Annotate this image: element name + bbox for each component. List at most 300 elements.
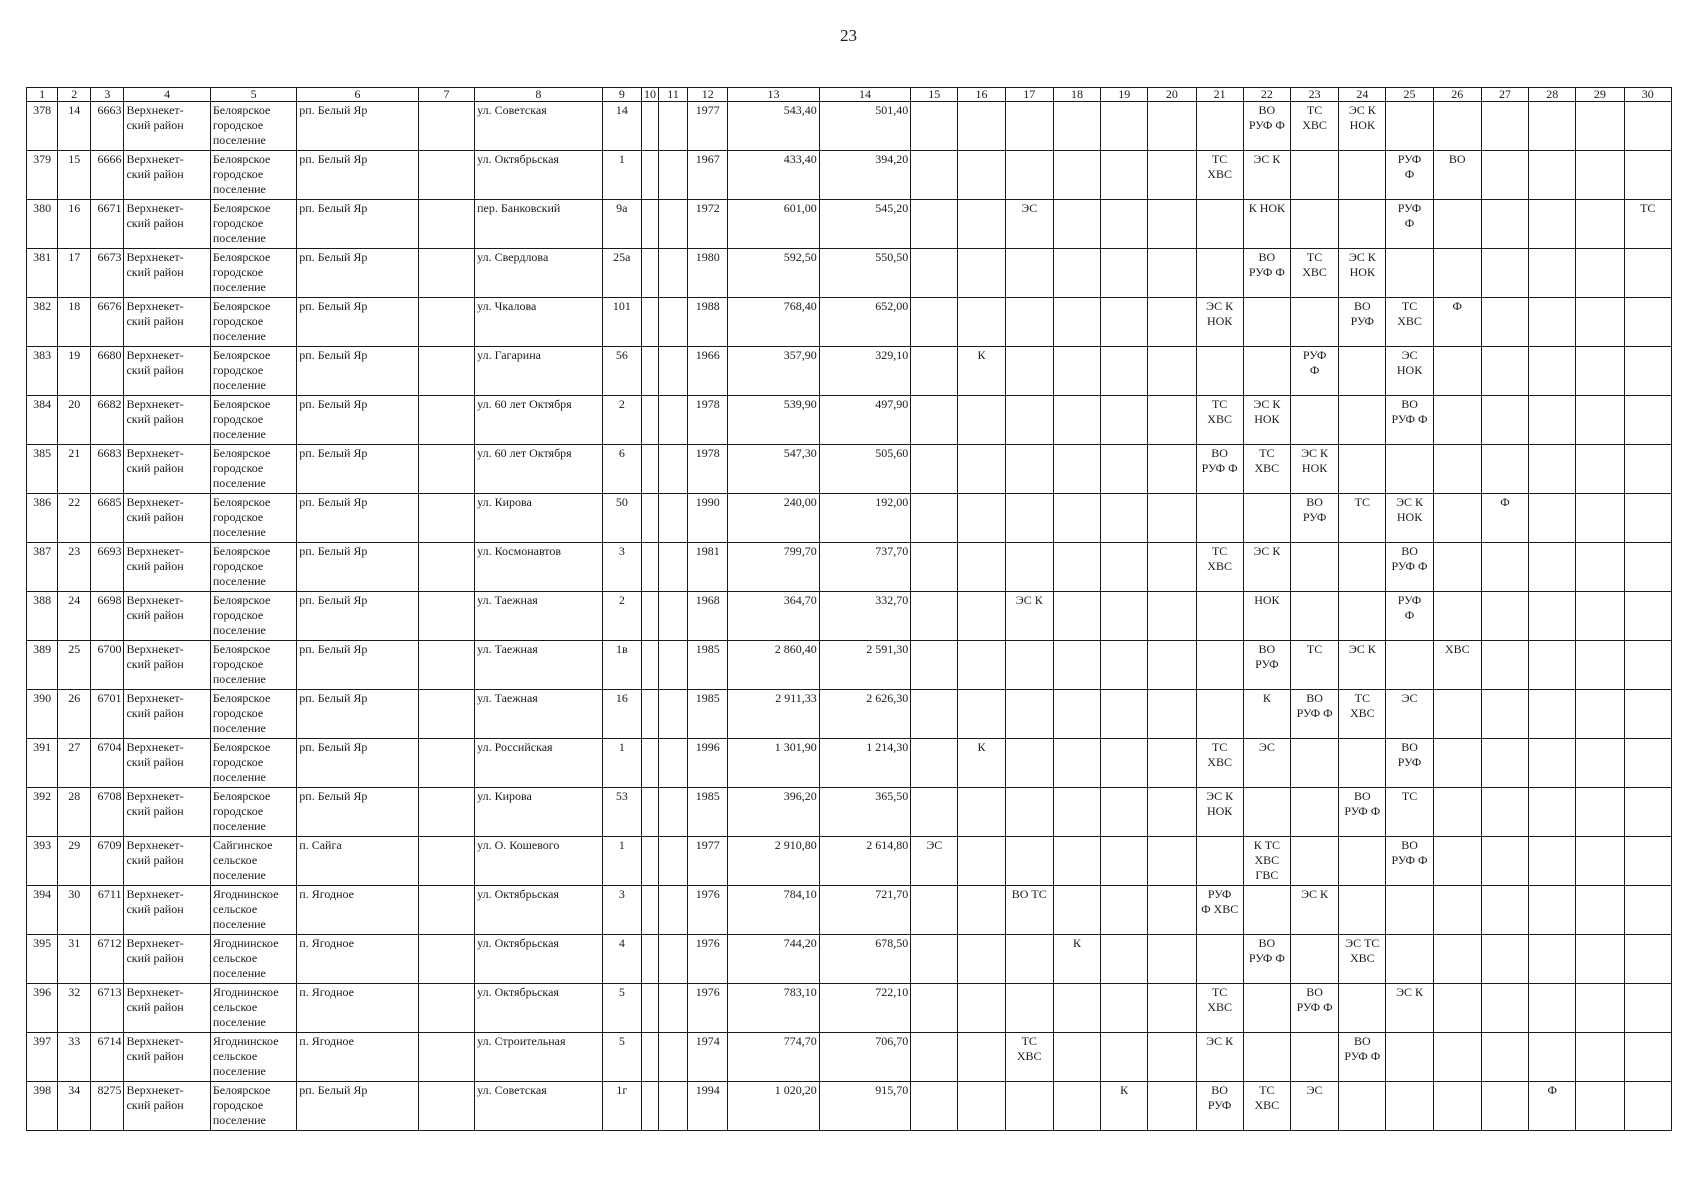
cell-col-7 (418, 788, 474, 837)
cell-col-15 (911, 200, 958, 249)
cell-col-5: Белоярское городское поселение (210, 494, 296, 543)
cell-col-26: Ф (1433, 298, 1481, 347)
table-row (27, 151, 1672, 200)
cell-col-15 (911, 396, 958, 445)
cell-col-2: 15 (58, 151, 91, 200)
cell-col-11 (658, 102, 687, 151)
cell-col-16 (958, 445, 1005, 494)
cell-col-23 (1290, 739, 1338, 788)
cell-col-25: ВО РУФ Ф (1386, 396, 1433, 445)
cell-col-20 (1148, 739, 1196, 788)
cell-col-8: ул. Октябрьская (475, 984, 603, 1033)
cell-col-29 (1576, 739, 1624, 788)
cell-col-12: 1976 (688, 984, 728, 1033)
cell-col-7 (418, 396, 474, 445)
cell-col-21: ЭС К НОК (1196, 298, 1243, 347)
cell-col-10 (641, 347, 658, 396)
cell-col-14: 501,40 (819, 102, 910, 151)
cell-col-1: 393 (27, 837, 58, 886)
cell-col-17 (1005, 984, 1053, 1033)
cell-col-10 (641, 886, 658, 935)
cell-col-4: Верхнекет- ский район (124, 249, 210, 298)
table-row (27, 1082, 1672, 1131)
cell-col-14: 721,70 (819, 886, 910, 935)
cell-col-5: Белоярское городское поселение (210, 543, 296, 592)
cell-col-20 (1148, 543, 1196, 592)
cell-col-17 (1005, 347, 1053, 396)
cell-col-21 (1196, 641, 1243, 690)
cell-col-30 (1624, 984, 1671, 1033)
column-header-24: 24 (1339, 88, 1386, 102)
cell-col-12: 1974 (688, 1033, 728, 1082)
cell-col-8: ул. Советская (475, 102, 603, 151)
cell-col-24: ТС (1339, 494, 1386, 543)
cell-col-14: 737,70 (819, 543, 910, 592)
cell-col-16 (958, 641, 1005, 690)
cell-col-5: Белоярское городское поселение (210, 347, 296, 396)
cell-col-21: ВО РУФ (1196, 1082, 1243, 1131)
cell-col-5: Белоярское городское поселение (210, 788, 296, 837)
cell-col-22: ВО РУФ Ф (1243, 935, 1290, 984)
cell-col-17 (1005, 1082, 1053, 1131)
cell-col-8: ул. Кирова (475, 788, 603, 837)
cell-col-19 (1101, 249, 1148, 298)
cell-col-16 (958, 690, 1005, 739)
cell-col-4: Верхнекет- ский район (124, 298, 210, 347)
cell-col-18 (1053, 788, 1100, 837)
cell-col-30 (1624, 298, 1671, 347)
cell-col-21 (1196, 249, 1243, 298)
cell-col-22: ЭС К (1243, 543, 1290, 592)
column-header-17: 17 (1005, 88, 1053, 102)
cell-col-4: Верхнекет- ский район (124, 102, 210, 151)
cell-col-10 (641, 102, 658, 151)
cell-col-25: ТС (1386, 788, 1433, 837)
cell-col-4: Верхнекет- ский район (124, 690, 210, 739)
cell-col-7 (418, 690, 474, 739)
cell-col-29 (1576, 886, 1624, 935)
cell-col-8: ул. Гагарина (475, 347, 603, 396)
cell-col-29 (1576, 347, 1624, 396)
cell-col-30 (1624, 494, 1671, 543)
cell-col-23: ТС (1290, 641, 1338, 690)
cell-col-14: 550,50 (819, 249, 910, 298)
cell-col-7 (418, 543, 474, 592)
cell-col-13: 2 910,80 (728, 837, 819, 886)
cell-col-4: Верхнекет- ский район (124, 788, 210, 837)
cell-col-15 (911, 543, 958, 592)
cell-col-10 (641, 935, 658, 984)
cell-col-28: Ф (1529, 1082, 1576, 1131)
cell-col-27 (1481, 1082, 1528, 1131)
cell-col-24 (1339, 739, 1386, 788)
cell-col-1: 398 (27, 1082, 58, 1131)
column-header-30: 30 (1624, 88, 1671, 102)
cell-col-25 (1386, 641, 1433, 690)
cell-col-19 (1101, 445, 1148, 494)
cell-col-14: 365,50 (819, 788, 910, 837)
cell-col-23 (1290, 151, 1338, 200)
column-number-row (27, 88, 1672, 102)
cell-col-24 (1339, 837, 1386, 886)
cell-col-12: 1985 (688, 788, 728, 837)
cell-col-23: РУФ Ф (1290, 347, 1338, 396)
cell-col-7 (418, 592, 474, 641)
cell-col-4: Верхнекет- ский район (124, 151, 210, 200)
cell-col-29 (1576, 249, 1624, 298)
cell-col-8: ул. 60 лет Октября (475, 396, 603, 445)
cell-col-2: 22 (58, 494, 91, 543)
cell-col-8: ул. Российская (475, 739, 603, 788)
cell-col-1: 397 (27, 1033, 58, 1082)
cell-col-4: Верхнекет- ский район (124, 935, 210, 984)
cell-col-20 (1148, 886, 1196, 935)
cell-col-29 (1576, 788, 1624, 837)
cell-col-13: 539,90 (728, 396, 819, 445)
column-header-1: 1 (27, 88, 58, 102)
cell-col-26 (1433, 592, 1481, 641)
cell-col-19 (1101, 984, 1148, 1033)
cell-col-8: ул. Чкалова (475, 298, 603, 347)
cell-col-13: 784,10 (728, 886, 819, 935)
cell-col-2: 33 (58, 1033, 91, 1082)
cell-col-24: ЭС К НОК (1339, 102, 1386, 151)
cell-col-25 (1386, 102, 1433, 151)
cell-col-30 (1624, 739, 1671, 788)
cell-col-28 (1529, 690, 1576, 739)
cell-col-10 (641, 1082, 658, 1131)
cell-col-12: 1966 (688, 347, 728, 396)
cell-col-19 (1101, 739, 1148, 788)
table-row (27, 886, 1672, 935)
cell-col-7 (418, 200, 474, 249)
cell-col-14: 706,70 (819, 1033, 910, 1082)
cell-col-1: 388 (27, 592, 58, 641)
cell-col-2: 14 (58, 102, 91, 151)
cell-col-22: ЭС К НОК (1243, 396, 1290, 445)
cell-col-15 (911, 739, 958, 788)
cell-col-27 (1481, 837, 1528, 886)
cell-col-1: 392 (27, 788, 58, 837)
cell-col-8: ул. Таежная (475, 592, 603, 641)
cell-col-14: 394,20 (819, 151, 910, 200)
cell-col-21: ВО РУФ Ф (1196, 445, 1243, 494)
cell-col-14: 1 214,30 (819, 739, 910, 788)
cell-col-9: 25а (602, 249, 641, 298)
cell-col-10 (641, 739, 658, 788)
cell-col-12: 1972 (688, 200, 728, 249)
cell-col-19 (1101, 102, 1148, 151)
cell-col-22: НОК (1243, 592, 1290, 641)
table-row (27, 984, 1672, 1033)
column-header-15: 15 (911, 88, 958, 102)
cell-col-4: Верхнекет- ский район (124, 592, 210, 641)
cell-col-21 (1196, 200, 1243, 249)
cell-col-9: 3 (602, 543, 641, 592)
cell-col-29 (1576, 690, 1624, 739)
cell-col-4: Верхнекет- ский район (124, 200, 210, 249)
cell-col-18 (1053, 837, 1100, 886)
cell-col-29 (1576, 445, 1624, 494)
cell-col-15 (911, 886, 958, 935)
cell-col-16 (958, 543, 1005, 592)
cell-col-22: ВО РУФ (1243, 641, 1290, 690)
cell-col-23: ЭС К (1290, 886, 1338, 935)
cell-col-9: 1 (602, 739, 641, 788)
cell-col-28 (1529, 347, 1576, 396)
cell-col-12: 1978 (688, 396, 728, 445)
cell-col-11 (658, 396, 687, 445)
cell-col-9: 53 (602, 788, 641, 837)
cell-col-19: К (1101, 1082, 1148, 1131)
cell-col-28 (1529, 249, 1576, 298)
cell-col-3: 6673 (91, 249, 124, 298)
cell-col-12: 1988 (688, 298, 728, 347)
column-header-27: 27 (1481, 88, 1528, 102)
cell-col-23 (1290, 837, 1338, 886)
cell-col-30 (1624, 592, 1671, 641)
cell-col-2: 30 (58, 886, 91, 935)
cell-col-22: ЭС (1243, 739, 1290, 788)
housing-register-table (26, 87, 1672, 1131)
cell-col-9: 1 (602, 837, 641, 886)
cell-col-10 (641, 837, 658, 886)
cell-col-6: п. Ягодное (297, 935, 419, 984)
cell-col-9: 2 (602, 396, 641, 445)
cell-col-16 (958, 935, 1005, 984)
cell-col-28 (1529, 1033, 1576, 1082)
cell-col-25: ЭС НОК (1386, 347, 1433, 396)
cell-col-27 (1481, 935, 1528, 984)
cell-col-25: ТС ХВС (1386, 298, 1433, 347)
cell-col-2: 27 (58, 739, 91, 788)
cell-col-13: 1 020,20 (728, 1082, 819, 1131)
cell-col-16 (958, 151, 1005, 200)
cell-col-7 (418, 249, 474, 298)
cell-col-1: 386 (27, 494, 58, 543)
cell-col-11 (658, 739, 687, 788)
column-header-9: 9 (602, 88, 641, 102)
cell-col-12: 1990 (688, 494, 728, 543)
cell-col-5: Белоярское городское поселение (210, 249, 296, 298)
cell-col-1: 390 (27, 690, 58, 739)
cell-col-3: 6712 (91, 935, 124, 984)
cell-col-2: 21 (58, 445, 91, 494)
cell-col-6: рп. Белый Яр (297, 445, 419, 494)
cell-col-16 (958, 984, 1005, 1033)
cell-col-20 (1148, 788, 1196, 837)
cell-col-2: 19 (58, 347, 91, 396)
cell-col-18 (1053, 886, 1100, 935)
cell-col-27: Ф (1481, 494, 1528, 543)
cell-col-16: К (958, 347, 1005, 396)
cell-col-5: Сайгинское сельское поселение (210, 837, 296, 886)
table-row (27, 494, 1672, 543)
cell-col-6: рп. Белый Яр (297, 298, 419, 347)
cell-col-8: ул. Таежная (475, 690, 603, 739)
cell-col-20 (1148, 592, 1196, 641)
cell-col-25 (1386, 1082, 1433, 1131)
column-header-8: 8 (475, 88, 603, 102)
cell-col-17 (1005, 935, 1053, 984)
cell-col-30 (1624, 347, 1671, 396)
cell-col-23 (1290, 543, 1338, 592)
cell-col-4: Верхнекет- ский район (124, 641, 210, 690)
cell-col-12: 1985 (688, 690, 728, 739)
cell-col-28 (1529, 102, 1576, 151)
cell-col-28 (1529, 984, 1576, 1033)
cell-col-1: 380 (27, 200, 58, 249)
cell-col-2: 25 (58, 641, 91, 690)
cell-col-8: ул. Октябрьская (475, 151, 603, 200)
cell-col-2: 31 (58, 935, 91, 984)
table-row (27, 102, 1672, 151)
cell-col-14: 722,10 (819, 984, 910, 1033)
cell-col-20 (1148, 445, 1196, 494)
cell-col-4: Верхнекет- ский район (124, 886, 210, 935)
cell-col-18 (1053, 298, 1100, 347)
cell-col-7 (418, 739, 474, 788)
cell-col-7 (418, 984, 474, 1033)
cell-col-6: рп. Белый Яр (297, 396, 419, 445)
cell-col-21: РУФ Ф ХВС (1196, 886, 1243, 935)
cell-col-12: 1967 (688, 151, 728, 200)
cell-col-3: 6701 (91, 690, 124, 739)
cell-col-15 (911, 788, 958, 837)
cell-col-14: 678,50 (819, 935, 910, 984)
cell-col-25: РУФ Ф (1386, 151, 1433, 200)
cell-col-4: Верхнекет- ский район (124, 396, 210, 445)
cell-col-22: ЭС К (1243, 151, 1290, 200)
cell-col-12: 1977 (688, 102, 728, 151)
cell-col-27 (1481, 249, 1528, 298)
cell-col-16 (958, 1033, 1005, 1082)
cell-col-29 (1576, 837, 1624, 886)
cell-col-26 (1433, 1033, 1481, 1082)
cell-col-26 (1433, 543, 1481, 592)
cell-col-9: 14 (602, 102, 641, 151)
cell-col-29 (1576, 151, 1624, 200)
cell-col-10 (641, 543, 658, 592)
cell-col-1: 387 (27, 543, 58, 592)
cell-col-5: Белоярское городское поселение (210, 396, 296, 445)
cell-col-4: Верхнекет- ский район (124, 1033, 210, 1082)
cell-col-24 (1339, 445, 1386, 494)
cell-col-29 (1576, 298, 1624, 347)
cell-col-22: К (1243, 690, 1290, 739)
cell-col-25: ЭС К НОК (1386, 494, 1433, 543)
column-header-11: 11 (658, 88, 687, 102)
cell-col-4: Верхнекет- ский район (124, 347, 210, 396)
cell-col-6: п. Ягодное (297, 886, 419, 935)
cell-col-13: 547,30 (728, 445, 819, 494)
cell-col-21: ТС ХВС (1196, 543, 1243, 592)
cell-col-26: ХВС (1433, 641, 1481, 690)
cell-col-14: 192,00 (819, 494, 910, 543)
cell-col-10 (641, 396, 658, 445)
cell-col-25 (1386, 1033, 1433, 1082)
cell-col-16 (958, 298, 1005, 347)
table-row (27, 200, 1672, 249)
cell-col-1: 383 (27, 347, 58, 396)
cell-col-22: К НОК (1243, 200, 1290, 249)
cell-col-6: рп. Белый Яр (297, 739, 419, 788)
cell-col-30 (1624, 102, 1671, 151)
cell-col-11 (658, 837, 687, 886)
cell-col-2: 18 (58, 298, 91, 347)
column-header-16: 16 (958, 88, 1005, 102)
cell-col-17 (1005, 494, 1053, 543)
cell-col-28 (1529, 151, 1576, 200)
cell-col-3: 6711 (91, 886, 124, 935)
cell-col-17 (1005, 641, 1053, 690)
cell-col-6: рп. Белый Яр (297, 592, 419, 641)
cell-col-24: ВО РУФ (1339, 298, 1386, 347)
cell-col-24 (1339, 396, 1386, 445)
cell-col-21: ЭС К НОК (1196, 788, 1243, 837)
cell-col-27 (1481, 543, 1528, 592)
table-row (27, 641, 1672, 690)
cell-col-25 (1386, 249, 1433, 298)
cell-col-9: 5 (602, 1033, 641, 1082)
table-row (27, 837, 1672, 886)
cell-col-29 (1576, 1033, 1624, 1082)
cell-col-24: ВО РУФ Ф (1339, 788, 1386, 837)
cell-col-22 (1243, 494, 1290, 543)
cell-col-3: 6700 (91, 641, 124, 690)
cell-col-27 (1481, 102, 1528, 151)
cell-col-26 (1433, 886, 1481, 935)
column-header-20: 20 (1148, 88, 1196, 102)
cell-col-7 (418, 298, 474, 347)
cell-col-12: 1980 (688, 249, 728, 298)
cell-col-11 (658, 788, 687, 837)
cell-col-16 (958, 837, 1005, 886)
cell-col-14: 652,00 (819, 298, 910, 347)
cell-col-22 (1243, 298, 1290, 347)
cell-col-30 (1624, 396, 1671, 445)
column-header-26: 26 (1433, 88, 1481, 102)
cell-col-9: 2 (602, 592, 641, 641)
cell-col-26 (1433, 935, 1481, 984)
cell-col-13: 592,50 (728, 249, 819, 298)
cell-col-22 (1243, 347, 1290, 396)
cell-col-8: ул. Строительная (475, 1033, 603, 1082)
cell-col-7 (418, 641, 474, 690)
cell-col-6: рп. Белый Яр (297, 543, 419, 592)
cell-col-21 (1196, 347, 1243, 396)
cell-col-6: рп. Белый Яр (297, 151, 419, 200)
cell-col-18 (1053, 494, 1100, 543)
cell-col-16 (958, 494, 1005, 543)
cell-col-19 (1101, 347, 1148, 396)
cell-col-10 (641, 690, 658, 739)
cell-col-6: рп. Белый Яр (297, 1082, 419, 1131)
cell-col-23 (1290, 788, 1338, 837)
cell-col-24 (1339, 200, 1386, 249)
cell-col-14: 505,60 (819, 445, 910, 494)
cell-col-11 (658, 445, 687, 494)
cell-col-26 (1433, 249, 1481, 298)
table-row (27, 543, 1672, 592)
cell-col-21 (1196, 690, 1243, 739)
cell-col-3: 6698 (91, 592, 124, 641)
cell-col-26 (1433, 690, 1481, 739)
cell-col-27 (1481, 445, 1528, 494)
cell-col-18 (1053, 445, 1100, 494)
cell-col-3: 6676 (91, 298, 124, 347)
cell-col-15 (911, 298, 958, 347)
